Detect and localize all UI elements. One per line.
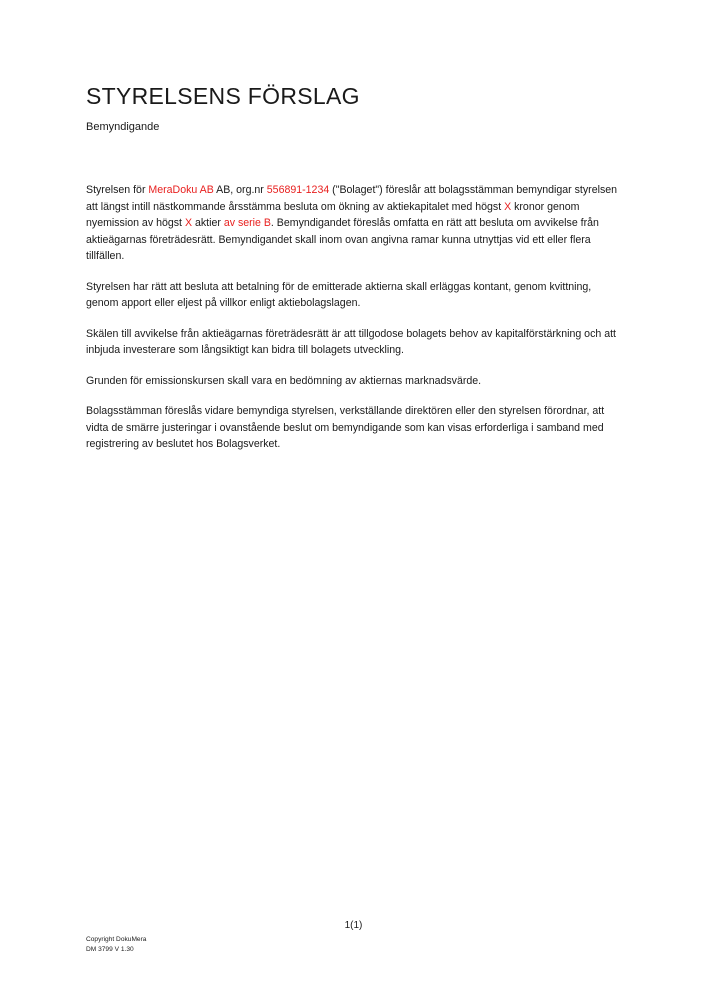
highlighted-field: 556891-1234 [266,184,330,197]
text-run: aktier [192,217,224,230]
footer-copyright: Copyright DokuMera [86,936,147,943]
text-run: kronor genom nyemission av högst [86,200,580,230]
page-subtitle: Bemyndigande [86,120,160,133]
paragraph [86,279,622,312]
page-number: 1(1) [344,920,363,931]
text-run: . Bemyndigandet föreslås omfatta en rätt att besluta om avvikelse från aktieägarnas företrädesrätt. Bemyndigandet skall inom ovan angivna ramar kunna utnyttjas vid ett eller flera tillfällen. [86,217,599,263]
page-title: STYRELSENS FÖRSLAG [86,83,360,109]
highlighted-field: MeraDoku AB [148,184,214,197]
footer-document-code: DM 3799 V 1.30 [86,945,134,953]
text-run: Styrelsen har rätt att besluta att betalning för de emitterade aktierna skall erläggas kontant, genom kvittning, genom apport eller eljest på villkor enligt aktiebolagslagen. [86,280,592,310]
text-run: Bolagsstämman föreslås vidare bemyndiga styrelsen, verkställande direktören eller den styrelsen förordnar, att vidta de smärre justeringar i ovanstående beslut om bemyndigande som kan visas erforderliga i samband med registrering av beslutet hos Bolagsverket. [86,405,605,451]
text-run: Skälen till avvikelse från aktieägarnas företrädesrätt är att tillgodose bolagets behov av kapitalförstärkning och att inbjuda investerare som långsiktigt kan bidra till bolagets utveckling. [86,327,616,357]
text-run: ("Bolaget") föreslår att bolagsstämman bemyndigar styrelsen att längst intill nästkommande årsstämma besluta om ökning av aktiekapitalet med högst [86,184,618,213]
highlighted-field: av serie B [223,217,271,230]
text-run: Styrelsen för [86,184,149,197]
paragraph-list [86,182,622,453]
paragraph [86,373,622,390]
text-run: Grunden för emissionskursen skall vara en bedömning av aktiernas marknadsvärde. [86,374,482,387]
highlighted-field: X [184,217,193,230]
paragraph [86,326,622,359]
paragraph [86,182,622,265]
document-content [86,82,622,453]
highlighted-field: X [504,200,512,213]
document-footer [86,935,146,955]
text-run: AB, org.nr [213,184,267,197]
paragraph [86,403,622,453]
